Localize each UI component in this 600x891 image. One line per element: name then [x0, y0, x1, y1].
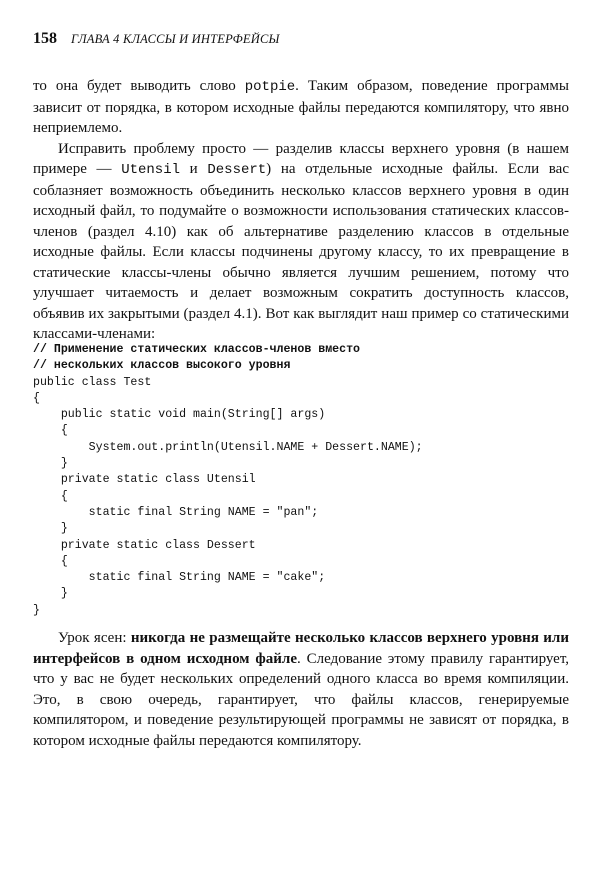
code-line: System.out.println(Utensil.NAME + Dessert.NAME);	[33, 440, 423, 454]
page-number: 158	[33, 30, 57, 47]
code-line: }	[33, 587, 68, 601]
inline-code-dessert: Dessert	[207, 162, 267, 178]
code-line: private static class Utensil	[33, 473, 256, 487]
code-line: {	[33, 489, 68, 503]
lesson-text-start: Урок ясен:	[58, 630, 131, 646]
code-line: }	[33, 457, 68, 471]
chapter-title: ГЛАВА 4 КЛАССЫ И ИНТЕРФЕЙСЫ	[71, 32, 280, 46]
inline-code-utensil: Utensil	[121, 162, 180, 178]
paragraph1-text-end: . Таким образом, поведение программы зависит от порядка, в котором исходные файлы передаются компилятору, что явно неприемлемо.	[33, 78, 569, 136]
lesson-rule-bold: никогда не размещайте несколько классов верхнего уровня или интерфейсов в одном исходном файле	[33, 630, 569, 667]
paragraph2-text-2: и	[180, 161, 208, 177]
code-line: {	[33, 554, 68, 568]
code-listing	[33, 342, 423, 619]
code-line: static final String NAME = "pan";	[33, 505, 319, 519]
paragraph2-text-1: Исправить проблему просто — разделив классы верхнего уровня (в нашем примере —	[33, 140, 569, 177]
code-line: {	[33, 424, 68, 438]
paragraph-continuation	[33, 76, 569, 139]
code-comment-line: // нескольких классов высокого уровня	[33, 359, 291, 373]
code-line: private static class Dessert	[33, 538, 256, 552]
running-head	[33, 30, 573, 48]
paragraph-fix-explanation	[33, 139, 569, 345]
inline-code-potpie: potpie	[244, 79, 296, 95]
code-line: }	[33, 603, 40, 617]
code-line: public static void main(String[] args)	[33, 408, 326, 422]
code-line: }	[33, 522, 68, 536]
paragraph1-text-start: то она будет выводить слово	[33, 78, 245, 94]
code-line: public class Test	[33, 375, 152, 389]
code-line: static final String NAME = "cake";	[33, 571, 326, 585]
paragraph-lesson	[33, 628, 569, 751]
code-comment-line: // Применение статических классов-членов вместо	[33, 343, 360, 356]
lesson-text-end: . Следование этому правилу гарантирует, что у вас не будет нескольких определений одного класса во время компиляции. Это, в свою очередь, гарантирует, что файлы классов, генерируемые компилятором, и поведение результирующей программы не зависят от порядка, в котором исходные файлы передаются компилятору.	[33, 650, 570, 749]
paragraph2-text-3: ) на отдельные исходные файлы. Если вас соблазняет возможность объединить несколько классов верхнего уровня в один исходный файл, то подумайте о возможности использования статических классов-членов (раздел 4.10) как об альтернативе разделению классов в отдельные исходные файлы. Если классы подчинены другому классу, то их превращение в статические классы-члены обычно является лучшим решением, потому что улучшает читаемость и делает возможным сократить доступность классов, объявив их закрытыми (раздел 4.1). Вот как выглядит наш пример со статическими классами-членами:	[33, 161, 569, 342]
body-text	[33, 76, 569, 345]
code-line: {	[33, 391, 40, 405]
